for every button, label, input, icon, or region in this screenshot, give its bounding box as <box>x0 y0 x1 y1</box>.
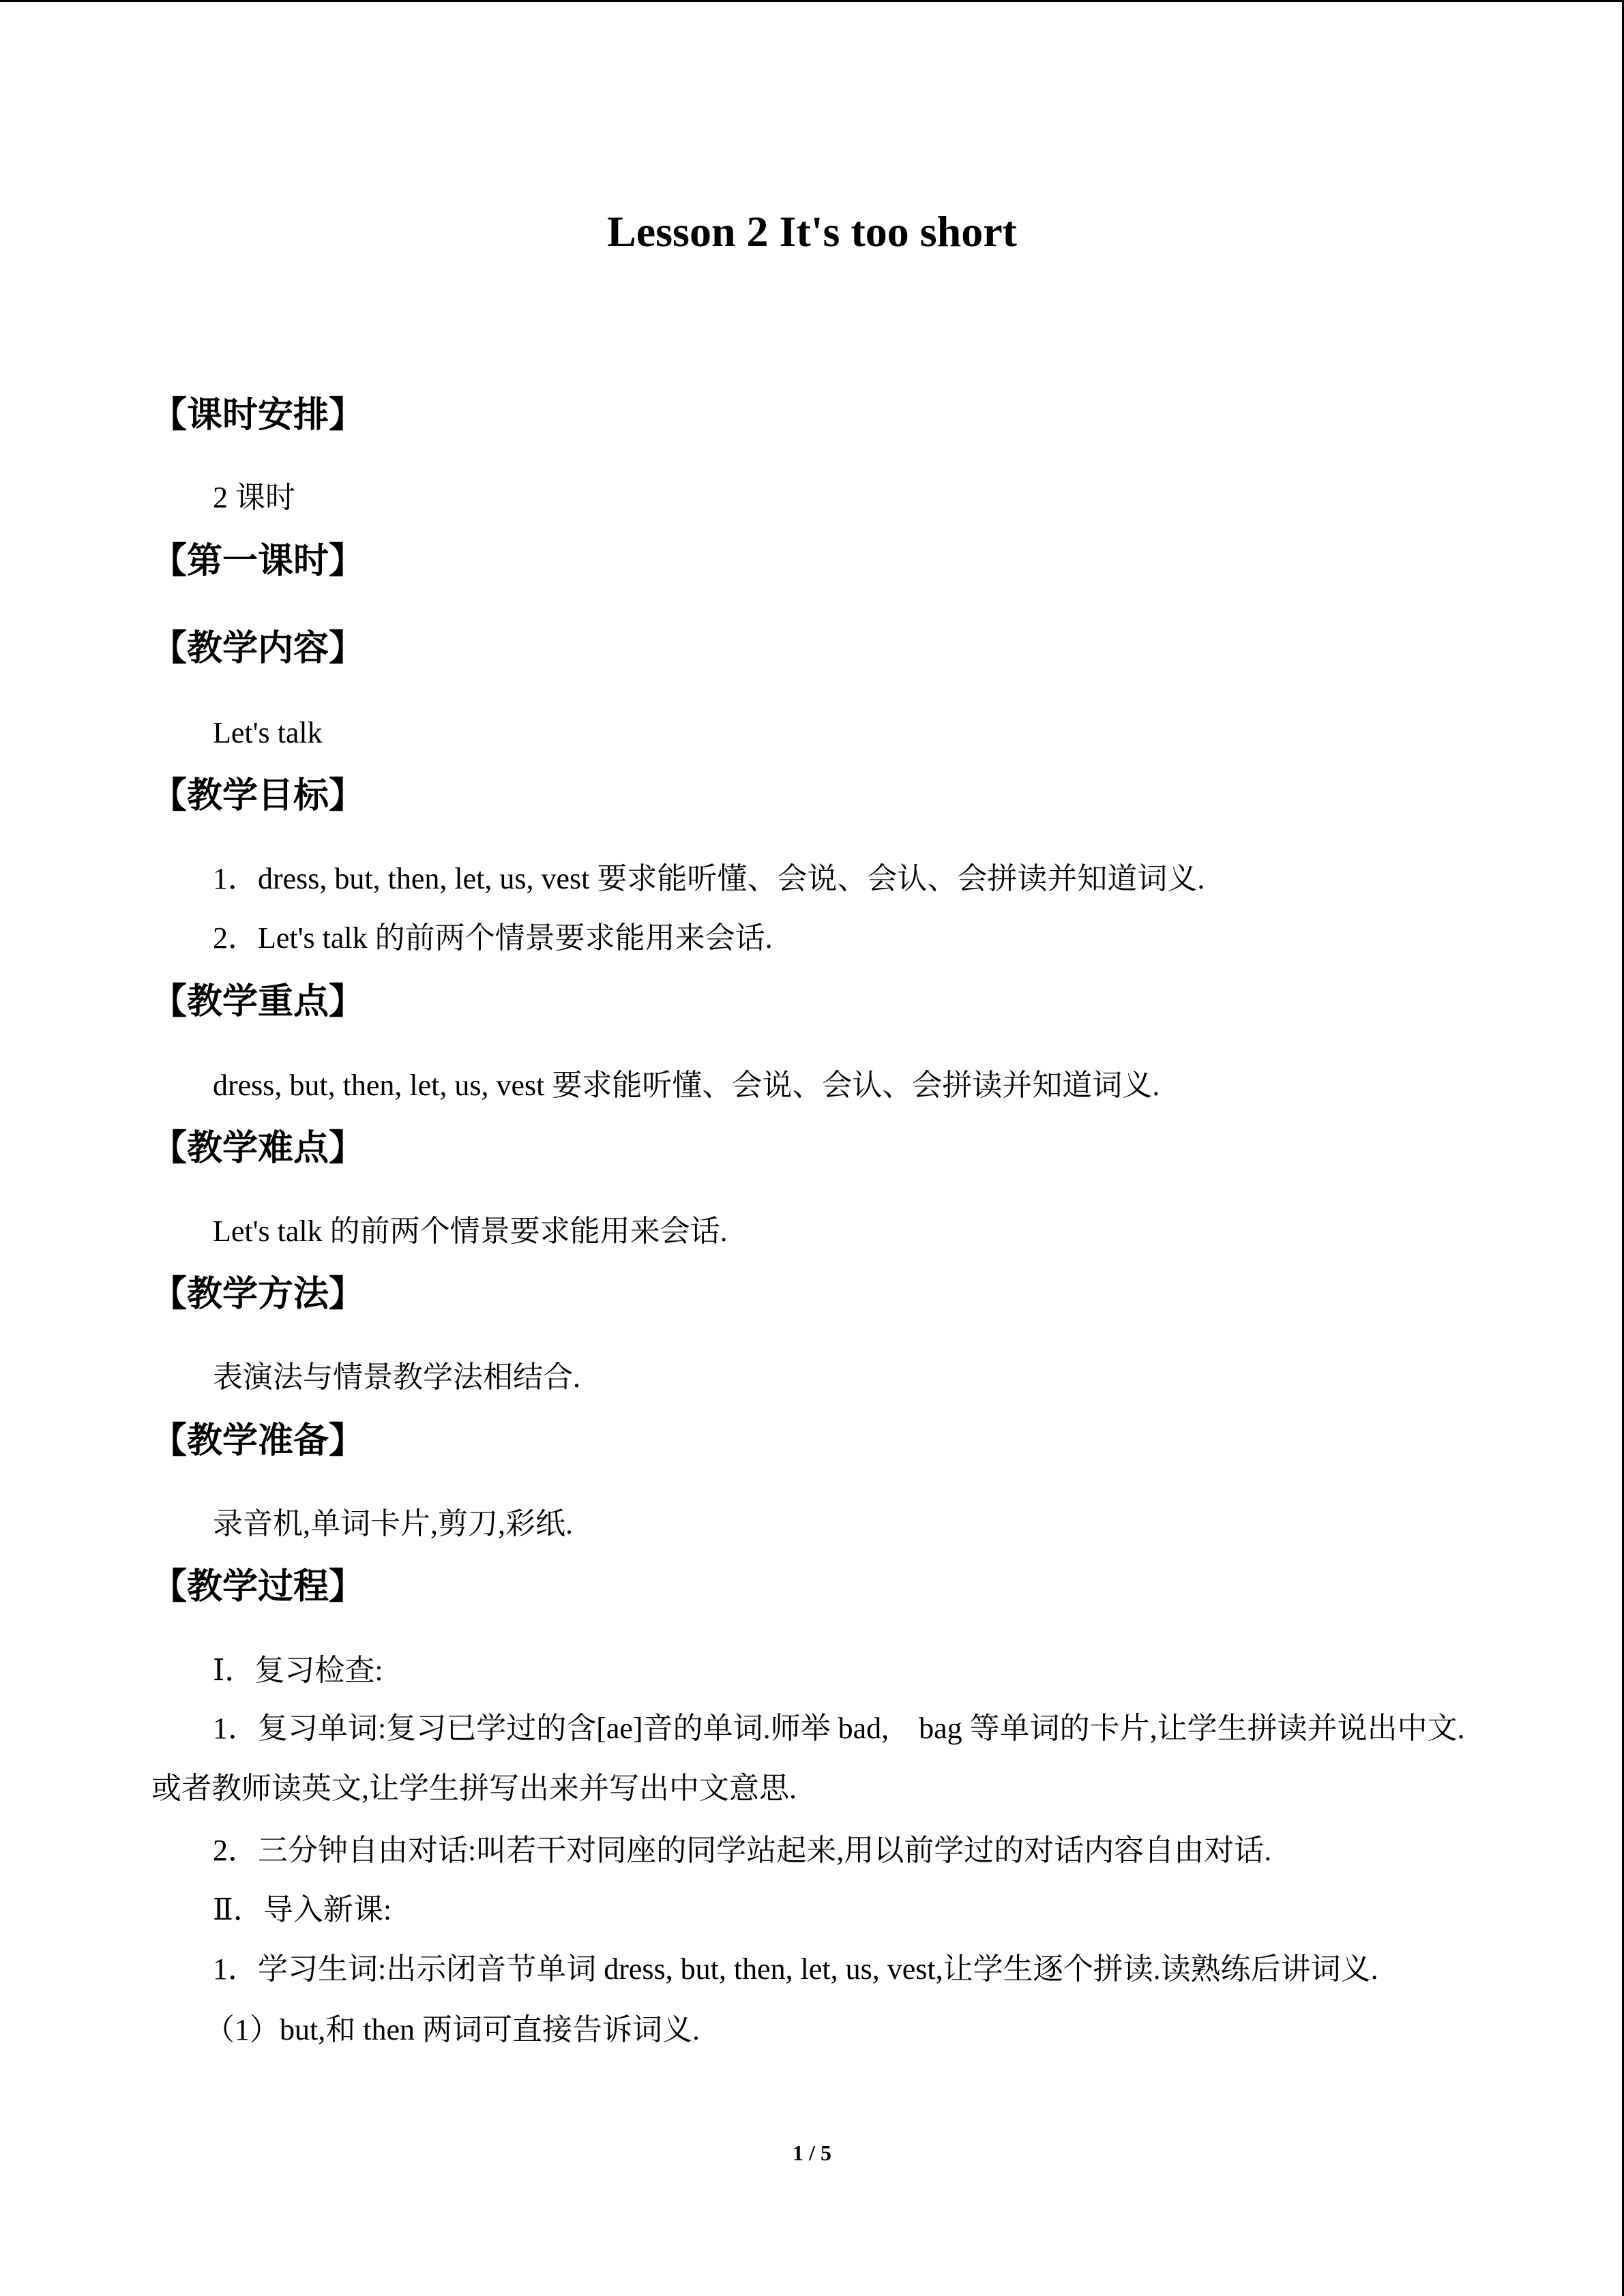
heading-schedule: 【课时安排】 <box>151 395 365 436</box>
document-title: Lesson 2 It's too short <box>607 207 1017 256</box>
heading-key-points: 【教学重点】 <box>151 981 365 1022</box>
process-step-2-item-1: 1．学习生词:出示闭音节单词 dress, but, then, let, us, vest,让学生逐个拼读.读熟练后讲词义. <box>213 1952 1378 1986</box>
heading-preparation: 【教学准备】 <box>151 1420 365 1461</box>
process-step-2-sub-1: （1）but,和 then 两词可直接告诉词义. <box>205 2013 700 2046</box>
heading-first-period: 【第一课时】 <box>151 541 365 582</box>
heading-content: 【教学内容】 <box>151 628 365 669</box>
process-step-1-item-2: 2．三分钟自由对话:叫若干对同座的同学站起来,用以前学过的对话内容自由对话. <box>213 1834 1272 1867</box>
methods-text: 表演法与情景教学法相结合. <box>213 1360 580 1394</box>
heading-objectives: 【教学目标】 <box>151 775 365 816</box>
process-step-1-title: Ⅰ．复习检查: <box>213 1654 383 1687</box>
process-step-1-item-1: 1．复习单词:复习已学过的含[ae]音的单词.师举 bad, bag 等单词的卡片,让学生拼读并说出中文.或者教师读英文,让学生拼写出来并写出中文意思. <box>151 1712 1465 1805</box>
objective-item-2: 2．Let's talk 的前两个情景要求能用来会话. <box>213 921 773 955</box>
heading-process: 【教学过程】 <box>151 1566 365 1607</box>
difficulties-text: Let's talk 的前两个情景要求能用来会话. <box>213 1214 728 1248</box>
preparation-text: 录音机,单词卡片,剪刀,彩纸. <box>213 1507 573 1540</box>
heading-difficulties: 【教学难点】 <box>151 1128 365 1169</box>
schedule-text: 2 课时 <box>213 481 295 514</box>
content-text: Let's talk <box>213 716 323 749</box>
heading-methods: 【教学方法】 <box>151 1274 365 1315</box>
process-step-2-title: Ⅱ．导入新课: <box>213 1893 392 1926</box>
page-number: 1 / 5 <box>793 2141 831 2165</box>
objective-item-1: 1．dress, but, then, let, us, vest 要求能听懂、会说、会认、会拼读并知道词义. <box>213 862 1205 895</box>
key-points-text: dress, but, then, let, us, vest 要求能听懂、会说、会认、会拼读并知道词义. <box>213 1069 1160 1102</box>
